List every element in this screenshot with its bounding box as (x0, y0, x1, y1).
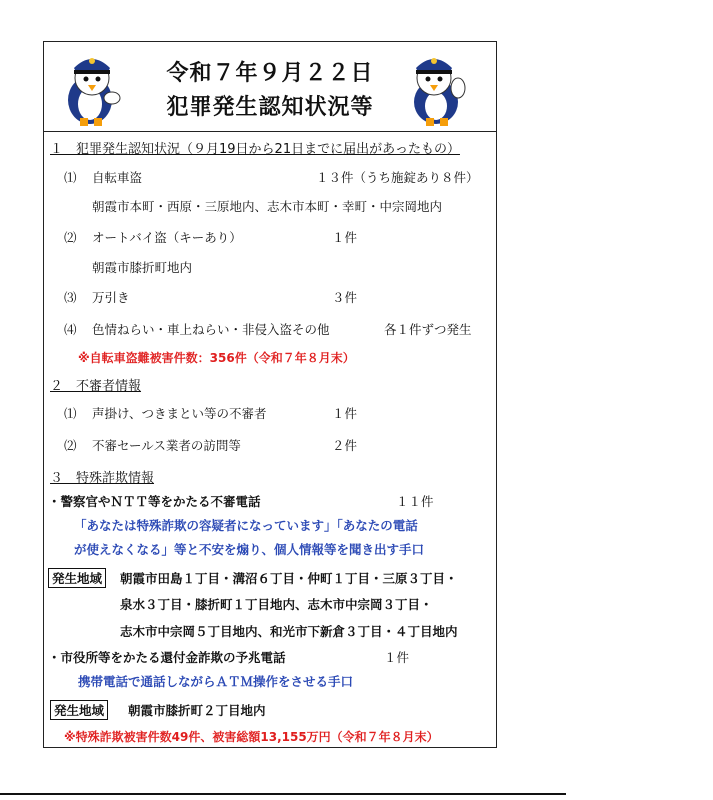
item-number: ⑶ (64, 290, 77, 305)
fraud-case-label: ・市役所等をかたる還付金詐欺の予兆電話 (48, 650, 286, 665)
report-title: 犯罪発生認知状況等 (166, 95, 374, 120)
fraud-case-count: １件 (384, 650, 410, 665)
fraud-damage-note: ※特殊詐欺被害件数49件、被害総額13,155万円（令和７年８月末） (64, 730, 439, 744)
section1-heading: １ 犯罪発生認知状況（９月19日から21日までに届出があったもの） (50, 142, 460, 157)
occurrence-area: 朝霞市膝折町２丁目地内 (128, 703, 266, 718)
bicycle-theft-note: ※自転車盗難被害件数：356件（令和７年８月末） (78, 351, 355, 365)
section2-heading: ２ 不審者情報 (50, 379, 142, 394)
item-number: ⑵ (64, 230, 77, 245)
item-number: ⑵ (64, 438, 77, 453)
fraud-case-description: 携帯電話で通話しながらＡＴＭ操作をさせる手口 (78, 674, 354, 689)
occurrence-area: 泉水３丁目・膝折町１丁目地内、志木市中宗岡３丁目・ (120, 597, 433, 612)
item-number: ⑴ (64, 170, 77, 185)
item-label: 色情ねらい・車上ねらい・非侵入盗その他 (92, 322, 330, 337)
item-count: １件 (332, 406, 358, 421)
item-label: 声掛け、つきまとい等の不審者 (92, 406, 267, 421)
item-area: 朝霞市本町・西原・三原地内、志木市本町・幸町・中宗岡地内 (92, 199, 443, 214)
item-count: ２件 (332, 438, 358, 453)
item-count: ３件 (332, 290, 358, 305)
item-label: 自転車盗 (92, 170, 143, 185)
fraud-case-count: １１件 (396, 494, 434, 509)
item-count: 各１件ずつ発生 (384, 322, 472, 337)
item-count: １３件（うち施錠あり８件） (316, 170, 479, 185)
report-date: 令和７年９月２２日 (166, 61, 374, 86)
occurrence-area-tag: 発生地域 (48, 568, 106, 588)
fraud-case-description: が使えなくなる」等と不安を煽り、個人情報等を聞き出す手口 (74, 542, 425, 557)
item-number: ⑴ (64, 406, 77, 421)
item-label: 万引き (92, 290, 130, 305)
item-count: １件 (332, 230, 358, 245)
section3-heading: ３ 特殊詐欺情報 (50, 471, 155, 486)
occurrence-area: 朝霞市田島１丁目・溝沼６丁目・仲町１丁目・三原３丁目・ (120, 571, 458, 586)
occurrence-area-tag: 発生地域 (50, 700, 108, 720)
fraud-case-label: ・警察官やＮＴＴ等をかたる不審電話 (48, 494, 261, 509)
fraud-case-description: 「あなたは特殊詐欺の容疑者になっています」「あなたの電話 (74, 518, 418, 533)
report-header (44, 42, 496, 132)
item-label: 不審セールス業者の訪問等 (92, 438, 241, 453)
item-area: 朝霞市膝折町地内 (92, 260, 193, 275)
police-mascot-icon (404, 48, 468, 128)
item-number: ⑷ (64, 322, 77, 337)
occurrence-area: 志木市中宗岡５丁目地内、和光市下新倉３丁目・４丁目地内 (120, 624, 458, 639)
item-label: オートバイ盗（キーあり） (92, 230, 242, 245)
report-document (43, 41, 497, 748)
bottom-rule (0, 793, 566, 795)
